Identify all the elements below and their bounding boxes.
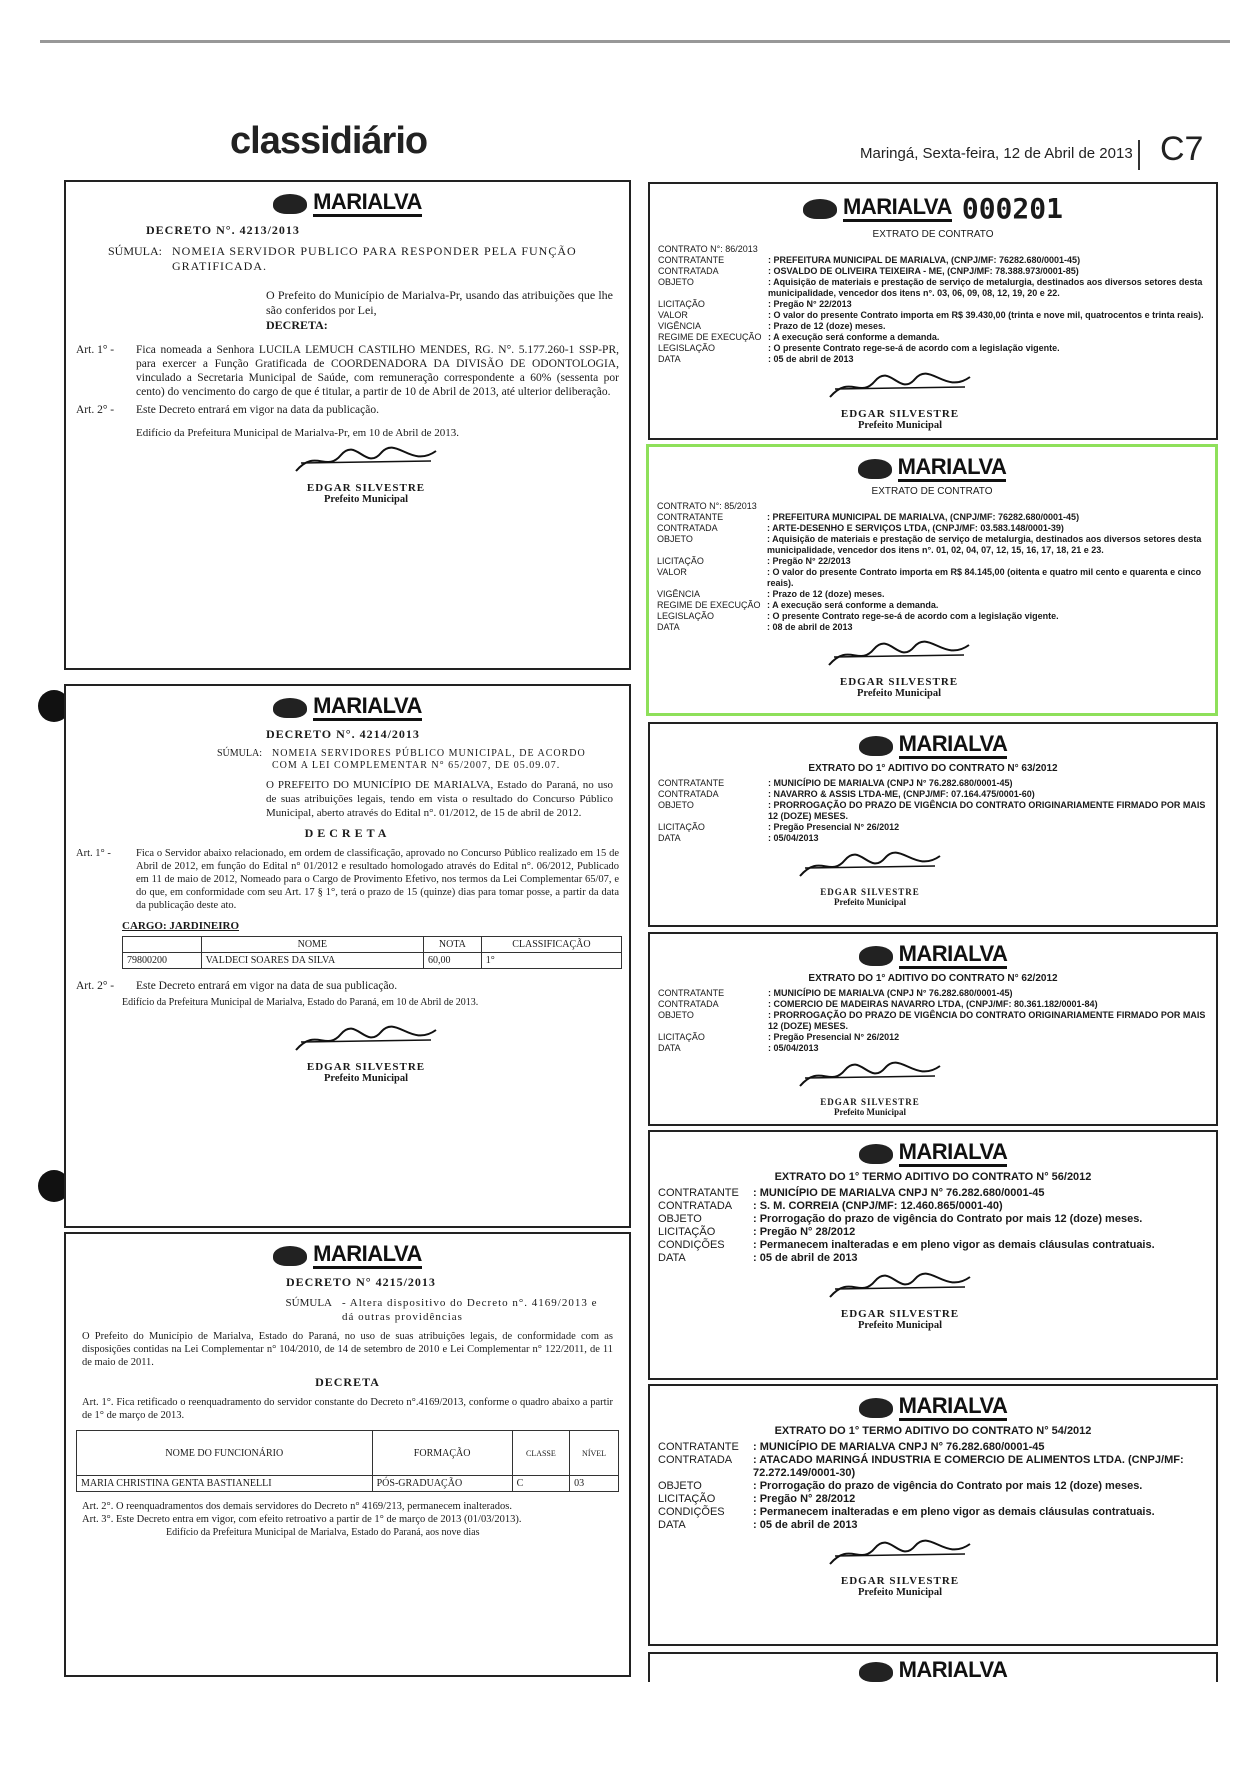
field-value: : O presente Contrato rege-se-á de acordo com a legislação vigente. — [767, 611, 1059, 621]
extract-field-row — [658, 778, 1208, 789]
field-label: CONTRATADA — [658, 266, 719, 276]
field-value: : PRORROGAÇÃO DO PRAZO DE VIGÊNCIA DO CONTRATO ORIGINARIAMENTE FIRMADO POR MAIS 12 (DOZE) MESES. — [768, 800, 1206, 821]
scan-edge-line — [40, 40, 1230, 43]
cargo-label: CARGO: JARDINEIRO — [122, 920, 240, 932]
extract-field-row — [657, 512, 1207, 523]
marialva-logo: MARIALVA — [650, 1140, 1216, 1167]
signature-block: EDGAR SILVESTRE Prefeito Municipal — [799, 637, 999, 699]
field-value: : Aquisição de materiais e prestação de serviço de metalurgia, destinados aos diversos setores desta municipalidade, vencedor dos itens n°. 01, 02, 04, 07, 12, 15, 16, 17, 18, 21 e 23. — [767, 534, 1202, 555]
field-value: : O valor do presente Contrato importa em R$ 39.430,00 (trinta e nove mil, quatrocentos e trinta reais). — [768, 310, 1204, 320]
field-label: LICITAÇÃO — [658, 1226, 716, 1238]
field-value: : MUNICÍPIO DE MARIALVA CNPJ N° 76.282.680/0001-45 — [753, 1187, 1045, 1199]
decree-title: DECRETO N° 4215/2013 — [286, 1275, 436, 1289]
field-value: : 05/04/2013 — [768, 833, 819, 843]
dateline: Maringá, Sexta-feira, 12 de Abril de 2013 — [860, 145, 1133, 162]
field-value: : 05/04/2013 — [768, 1043, 819, 1053]
field-value: : Permanecem inalteradas e em pleno vigor as demais cláusulas contratuais. — [753, 1239, 1155, 1251]
handwritten-signature — [291, 443, 441, 477]
marialva-logo: MARIALVA 000201 — [650, 192, 1216, 225]
marialva-logo: MARIALVA — [66, 1242, 629, 1269]
field-label: CONTRATADA — [658, 1454, 733, 1466]
extract-field-row — [658, 988, 1208, 999]
marialva-logo: MARIALVA — [650, 1394, 1216, 1421]
extract-fields — [658, 244, 1208, 365]
field-value: : Aquisição de materiais e prestação de serviço de metalurgia, destinados aos diversos setores desta municipalidade, vencedor dos itens n°. 03, 06, 09, 08, 12, 19, 20 e 22. — [768, 277, 1203, 298]
signature-block: EDGAR SILVESTRE Prefeito Municipal — [770, 848, 970, 907]
field-value: : PRORROGAÇÃO DO PRAZO DE VIGÊNCIA DO CONTRATO ORIGINARIAMENTE FIRMADO POR MAIS 12 (DOZE) MESES. — [768, 1010, 1206, 1031]
handwritten-signature — [795, 1058, 945, 1092]
field-value: : 05 de abril de 2013 — [753, 1252, 858, 1264]
field-label: CONTRATANTE — [658, 255, 725, 265]
field-label: OBJETO — [658, 800, 694, 810]
field-label: CONTRATADA — [658, 1200, 733, 1212]
decree-sumula: SÚMULA - Altera dispositivo do Decreto n°. 4169/2013 e dá outras providências — [285, 1297, 598, 1323]
field-value: : OSVALDO DE OLIVEIRA TEIXEIRA - ME, (CNPJ/MF: 78.388.973/0001-85) — [768, 266, 1079, 276]
decree-sumula: SÚMULA: NOMEIA SERVIDOR PUBLICO PARA RESPONDER PELA FUNÇÃO GRATIFICADA. — [107, 244, 577, 273]
field-label: CONTRATANTE — [658, 1187, 739, 1199]
field-value: : A execução será conforme a demanda. — [768, 332, 940, 342]
extract-field-row — [658, 1043, 1208, 1054]
newspaper-masthead: classidiário — [230, 120, 428, 162]
marialva-logo: MARIALVA — [650, 732, 1216, 759]
field-label: CONTRATANTE — [657, 512, 724, 522]
field-label: LICITAÇÃO — [658, 1493, 716, 1505]
field-value: : 08 de abril de 2013 — [767, 622, 853, 632]
marialva-logo: MARIALVA — [66, 190, 629, 217]
decree-decreta: DECRETA — [304, 826, 391, 840]
contract-extract-85 — [646, 444, 1218, 716]
field-value: : Pregão N° 28/2012 — [753, 1226, 856, 1238]
page-number: C7 — [1160, 130, 1204, 168]
field-label: CONDIÇÕES — [658, 1239, 725, 1251]
field-label: CONTRATANTE — [658, 1441, 739, 1453]
handwritten-signature — [795, 848, 945, 882]
field-value: : NAVARRO & ASSIS LTDA-ME, (CNPJ/MF: 07.164.475/0001-60) — [768, 789, 1035, 799]
decree-4214 — [64, 684, 631, 1228]
extract-field-row — [658, 999, 1208, 1010]
field-label: CONTRATADA — [657, 523, 718, 533]
contract-extract-86 — [648, 182, 1218, 440]
field-label: CONTRATADA — [658, 999, 719, 1009]
extract-field-row — [658, 244, 1208, 255]
field-label: VIGÊNCIA — [658, 321, 702, 331]
field-value: : PREFEITURA MUNICIPAL DE MARIALVA, (CNPJ/MF: 76282.680/0001-45) — [767, 512, 1080, 522]
extract-field-row — [658, 266, 1208, 277]
extract-field-row — [658, 1187, 1208, 1200]
table-row: 79800200 VALDECI SOARES DA SILVA 60,00 1° — [123, 953, 622, 969]
decree-location: Edifício da Prefeitura Municipal de Marialva, Estado do Paraná, em 10 de Abril de 2013. — [122, 997, 479, 1008]
decree-article-1: Art. 1° - Fica nomeada a Senhora LUCILA LEMUCH CASTILHO MENDES, RG. N°. 5.177.260-1 SSP-PR, para exercer a Função Gratificada de COORDENADORA DA DIVISÃO DE ODONTOLOGIA, vinculado a Secretaria Municipal de Saúde, com remuneração correspondente a 60% (sessenta por cento) do vencimento do cargo de que é titular, a partir de 10 de Abril de 2013, até ulterior deliberação. — [76, 344, 619, 398]
extract-field-row — [658, 299, 1208, 310]
field-value: : Pregão N° 28/2012 — [753, 1493, 856, 1505]
extract-field-row — [658, 255, 1208, 266]
nomination-table — [122, 936, 622, 969]
extract-field-row — [658, 1252, 1208, 1265]
field-value: : COMERCIO DE MADEIRAS NAVARRO LTDA, (CNPJ/MF: 80.361.182/0001-84) — [768, 999, 1098, 1009]
page-divider — [1138, 140, 1140, 170]
extract-field-row — [658, 1519, 1208, 1532]
reclassification-table — [76, 1430, 619, 1492]
field-label: LICITAÇÃO — [657, 556, 704, 566]
field-label: CONTRATANTE — [658, 778, 725, 788]
field-value: : Prorrogação do prazo de vigência do Contrato por mais 12 (doze) meses. — [753, 1213, 1143, 1225]
field-label: LICITAÇÃO — [658, 299, 705, 309]
decree-title: DECRETO N°. 4214/2013 — [266, 727, 420, 741]
decree-article-1: Art. 1°. Fica retificado o reenquadramento do servidor constante do Decreto n°.4169/2013, conforme o quadro abaixo a partir de 1° de março de 2013. — [82, 1397, 613, 1421]
extract-title: EXTRATO DO 1° ADITIVO DO CONTRATO N° 63/2012 — [808, 763, 1058, 774]
handwritten-signature — [825, 1269, 975, 1303]
extract-field-row — [658, 1454, 1208, 1480]
decree-preamble: O Prefeito do Município de Marialva, Estado do Paraná, no uso de suas atribuições legais, de conformidade com as disposições contidas na Lei Complementar n° 104/2010, de 14 de setembro de 2010 e Lei Complementar n° 122/2011, de 11 de maio de 2011. — [82, 1331, 613, 1368]
extract-field-row — [658, 1213, 1208, 1226]
marialva-logo: MARIALVA — [66, 694, 629, 721]
field-value: : MUNICÍPIO DE MARIALVA CNPJ N° 76.282.680/0001-45 — [753, 1441, 1045, 1453]
extract-title: EXTRATO DE CONTRATO — [871, 486, 993, 497]
extract-field-row — [658, 1506, 1208, 1519]
extract-field-row — [657, 556, 1207, 567]
table-header-row: NOME DO FUNCIONÁRIO FORMAÇÃO CLASSE NÍVEL — [77, 1431, 619, 1476]
extract-fields — [658, 1187, 1208, 1265]
field-label: DATA — [658, 1043, 681, 1053]
extract-title: EXTRATO DO 1° ADITIVO DO CONTRATO N° 62/2012 — [808, 973, 1058, 984]
next-extract-partial — [648, 1652, 1218, 1682]
marialva-logo: MARIALVA — [650, 1658, 1216, 1682]
field-label: DATA — [658, 1519, 686, 1531]
extract-title: EXTRATO DO 1° TERMO ADITIVO DO CONTRATO N° 56/2012 — [774, 1171, 1092, 1183]
field-value: : Pregão N° 22/2013 — [768, 299, 852, 309]
marialva-emblem-icon — [859, 946, 893, 966]
extract-field-row — [657, 600, 1207, 611]
extract-title: EXTRATO DO 1° TERMO ADITIVO DO CONTRATO N° 54/2012 — [774, 1425, 1092, 1437]
extract-field-row — [658, 343, 1208, 354]
field-label: REGIME DE EXECUÇÃO — [657, 600, 761, 610]
decree-4215 — [64, 1232, 631, 1677]
handwritten-signature — [825, 369, 975, 403]
signature-block: EDGAR SILVESTRE Prefeito Municipal — [770, 1058, 970, 1117]
handwritten-signature — [825, 1536, 975, 1570]
marialva-emblem-icon — [273, 1246, 307, 1266]
field-label: LEGISLAÇÃO — [657, 611, 715, 621]
extract-field-row — [658, 1493, 1208, 1506]
decree-location: Edifício da Prefeitura Municipal de Marialva, Estado do Paraná, aos nove dias — [166, 1527, 480, 1538]
field-label: OBJETO — [658, 1213, 702, 1225]
field-value: : MUNICÍPIO DE MARIALVA (CNPJ N° 76.282.680/0001-45) — [768, 778, 1013, 788]
decree-4213 — [64, 180, 631, 670]
marialva-emblem-icon — [803, 199, 837, 219]
stamp-number: 000201 — [961, 192, 1063, 225]
extract-field-row — [657, 501, 1207, 512]
table-row: MARIA CHRISTINA GENTA BASTIANELLI PÓS-GRADUAÇÃO C 03 — [77, 1476, 619, 1492]
field-label: VIGÊNCIA — [657, 589, 701, 599]
field-label: LICITAÇÃO — [658, 1032, 705, 1042]
marialva-logo: MARIALVA — [649, 455, 1215, 482]
field-value: : PREFEITURA MUNICIPAL DE MARIALVA, (CNPJ/MF: 76282.680/0001-45) — [768, 255, 1081, 265]
marialva-emblem-icon — [859, 1398, 893, 1418]
extract-fields — [658, 1441, 1208, 1532]
extract-field-row — [657, 534, 1207, 556]
extract-field-row — [657, 523, 1207, 534]
handwritten-signature — [824, 637, 974, 671]
extract-field-row — [658, 321, 1208, 332]
field-label: CONTRATADA — [658, 789, 719, 799]
field-label: OBJETO — [658, 1010, 694, 1020]
decree-article-1: Art. 1° - Fica o Servidor abaixo relacionado, em ordem de classificação, aprovado no Concurso Público realizado em 15 de Abril de 2012, em função do Edital n° 01/2012 e resultado homologado através do Edital n°. 06/2012, Publicado em 11 de maio de 2012, Nomeado para o Cargo de Provimento Efetivo, nos termos da Lei Complementar 65/07, e do que, em conformidade com seu Art. 17 § 1°, terá o prazo de 15 (quinze) dias para tomar posse, a partir da data da publicação deste ato. — [76, 848, 619, 911]
extract-field-row — [658, 822, 1208, 833]
marialva-emblem-icon — [858, 459, 892, 479]
marialva-emblem-icon — [273, 698, 307, 718]
signature-block: EDGAR SILVESTRE Prefeito Municipal — [800, 369, 1000, 431]
field-value — [767, 501, 1207, 512]
marialva-emblem-icon — [273, 194, 307, 214]
marialva-emblem-icon — [859, 1662, 893, 1682]
field-label: VALOR — [658, 310, 688, 320]
field-value: : Pregão Presencial N° 26/2012 — [768, 1032, 900, 1042]
contract-amendment-63 — [648, 722, 1218, 927]
field-value: : A execução será conforme a demanda. — [767, 600, 939, 610]
extract-field-row — [658, 1010, 1208, 1032]
field-label: DATA — [658, 833, 681, 843]
extract-fields — [657, 501, 1207, 633]
extract-fields — [658, 778, 1208, 844]
field-value: : 05 de abril de 2013 — [753, 1519, 858, 1531]
signature-block: EDGAR SILVESTRE Prefeito Municipal — [266, 443, 466, 505]
decree-article-3: Art. 3°. Este Decreto entra em vigor, com efeito retroativo a partir de 1° de março de 2013 (01/03/2013). — [82, 1514, 522, 1525]
decree-decreta: DECRETA: — [266, 318, 328, 332]
extract-field-row — [658, 833, 1208, 844]
field-label: DATA — [657, 622, 680, 632]
extract-field-row — [658, 1480, 1208, 1493]
field-label: CONTRATANTE — [658, 988, 725, 998]
extract-field-row — [658, 789, 1208, 800]
extract-field-row — [657, 622, 1207, 633]
handwritten-signature — [291, 1022, 441, 1056]
extract-field-row — [658, 800, 1208, 822]
decree-decreta: DECRETA — [315, 1375, 380, 1389]
extract-field-row — [657, 589, 1207, 600]
field-value: : Permanecem inalteradas e em pleno vigor as demais cláusulas contratuais. — [753, 1506, 1155, 1518]
decree-preamble: O Prefeito do Município de Marialva-Pr, usando das atribuições que lhe são conferidos por Lei, — [266, 288, 613, 317]
extract-title: EXTRATO DE CONTRATO — [872, 229, 994, 240]
extract-field-row — [658, 354, 1208, 365]
field-value: : ATACADO MARINGÁ INDUSTRIA E COMERCIO DE ALIMENTOS LTDA. (CNPJ/MF: 72.272.149/0001-30) — [753, 1454, 1184, 1479]
field-label: DATA — [658, 354, 681, 364]
field-value: : Pregão N° 22/2013 — [767, 556, 851, 566]
field-label: LEGISLAÇÃO — [658, 343, 716, 353]
field-value: : O valor do presente Contrato importa em R$ 84.145,00 (oitenta e quatro mil cento e quarenta e cinco reais). — [767, 567, 1202, 588]
extract-fields — [658, 988, 1208, 1054]
extract-field-row — [658, 332, 1208, 343]
table-header-row: NOME NOTA CLASSIFICAÇÃO — [123, 937, 622, 953]
extract-field-row — [658, 1441, 1208, 1454]
field-value: : Prazo de 12 (doze) meses. — [767, 589, 885, 599]
field-value: : Pregão Presencial N° 26/2012 — [768, 822, 900, 832]
field-label: VALOR — [657, 567, 687, 577]
field-label: OBJETO — [658, 1480, 702, 1492]
marialva-emblem-icon — [859, 736, 893, 756]
field-value: : MUNICÍPIO DE MARIALVA (CNPJ N° 76.282.680/0001-45) — [768, 988, 1013, 998]
field-value: : S. M. CORREIA (CNPJ/MF: 12.460.865/0001-40) — [753, 1200, 1003, 1212]
field-label: LICITAÇÃO — [658, 822, 705, 832]
field-value: : Prazo de 12 (doze) meses. — [768, 321, 886, 331]
field-value — [768, 244, 1208, 255]
signature-block: EDGAR SILVESTRE Prefeito Municipal — [800, 1536, 1000, 1598]
decree-sumula: SÚMULA: NOMEIA SERVIDORES PÚBLICO MUNICIPAL, DE ACORDO COM A LEI COMPLEMENTAR N° 65/2007, DE 05.09.07. — [216, 748, 586, 771]
marialva-emblem-icon — [859, 1144, 893, 1164]
extract-field-row — [658, 1226, 1208, 1239]
decree-preamble: O PREFEITO DO MUNICÍPIO DE MARIALVA, Estado do Paraná, no uso de suas atribuições legais, tendo em vista o resultado do Concurso Público Municipal, aberto através do Edital n°. 01/2012, de 15 de abril de 2012. — [266, 779, 613, 819]
extract-field-row — [657, 611, 1207, 622]
contract-amendment-56 — [648, 1130, 1218, 1380]
field-value: : O presente Contrato rege-se-á de acordo com a legislação vigente. — [768, 343, 1060, 353]
extract-field-row — [657, 567, 1207, 589]
decree-title: DECRETO N°. 4213/2013 — [146, 223, 300, 237]
field-value: : Prorrogação do prazo de vigência do Contrato por mais 12 (doze) meses. — [753, 1480, 1143, 1492]
contract-amendment-54 — [648, 1384, 1218, 1646]
extract-field-row — [658, 277, 1208, 299]
decree-article-2: Art. 2° - Este Decreto entrará em vigor na data de sua publicação. — [76, 980, 398, 992]
signature-block: EDGAR SILVESTRE Prefeito Municipal — [800, 1269, 1000, 1331]
contract-amendment-62 — [648, 932, 1218, 1126]
extract-field-row — [658, 1239, 1208, 1252]
field-label: CONTRATO N°: 85/2013 — [657, 501, 757, 511]
field-label: DATA — [658, 1252, 686, 1264]
extract-field-row — [658, 1032, 1208, 1043]
field-value: : 05 de abril de 2013 — [768, 354, 854, 364]
field-label: CONTRATO N°: 86/2013 — [658, 244, 758, 254]
decree-article-2: Art. 2° - Este Decreto entrará em vigor na data da publicação. — [76, 404, 379, 416]
marialva-logo: MARIALVA — [650, 942, 1216, 969]
extract-field-row — [658, 310, 1208, 321]
extract-field-row — [658, 1200, 1208, 1213]
field-label: OBJETO — [657, 534, 693, 544]
field-label: OBJETO — [658, 277, 694, 287]
signature-block: EDGAR SILVESTRE Prefeito Municipal — [266, 1022, 466, 1084]
field-value: : ARTE-DESENHO E SERVIÇOS LTDA, (CNPJ/MF: 03.583.148/0001-39) — [767, 523, 1064, 533]
decree-article-2: Art. 2°. O reenquadramentos dos demais servidores do Decreto n° 4169/213, permanecem inalterados. — [82, 1501, 513, 1512]
field-label: CONDIÇÕES — [658, 1506, 725, 1518]
decree-location: Edifício da Prefeitura Municipal de Marialva-Pr, em 10 de Abril de 2013. — [136, 427, 460, 439]
field-label: REGIME DE EXECUÇÃO — [658, 332, 762, 342]
